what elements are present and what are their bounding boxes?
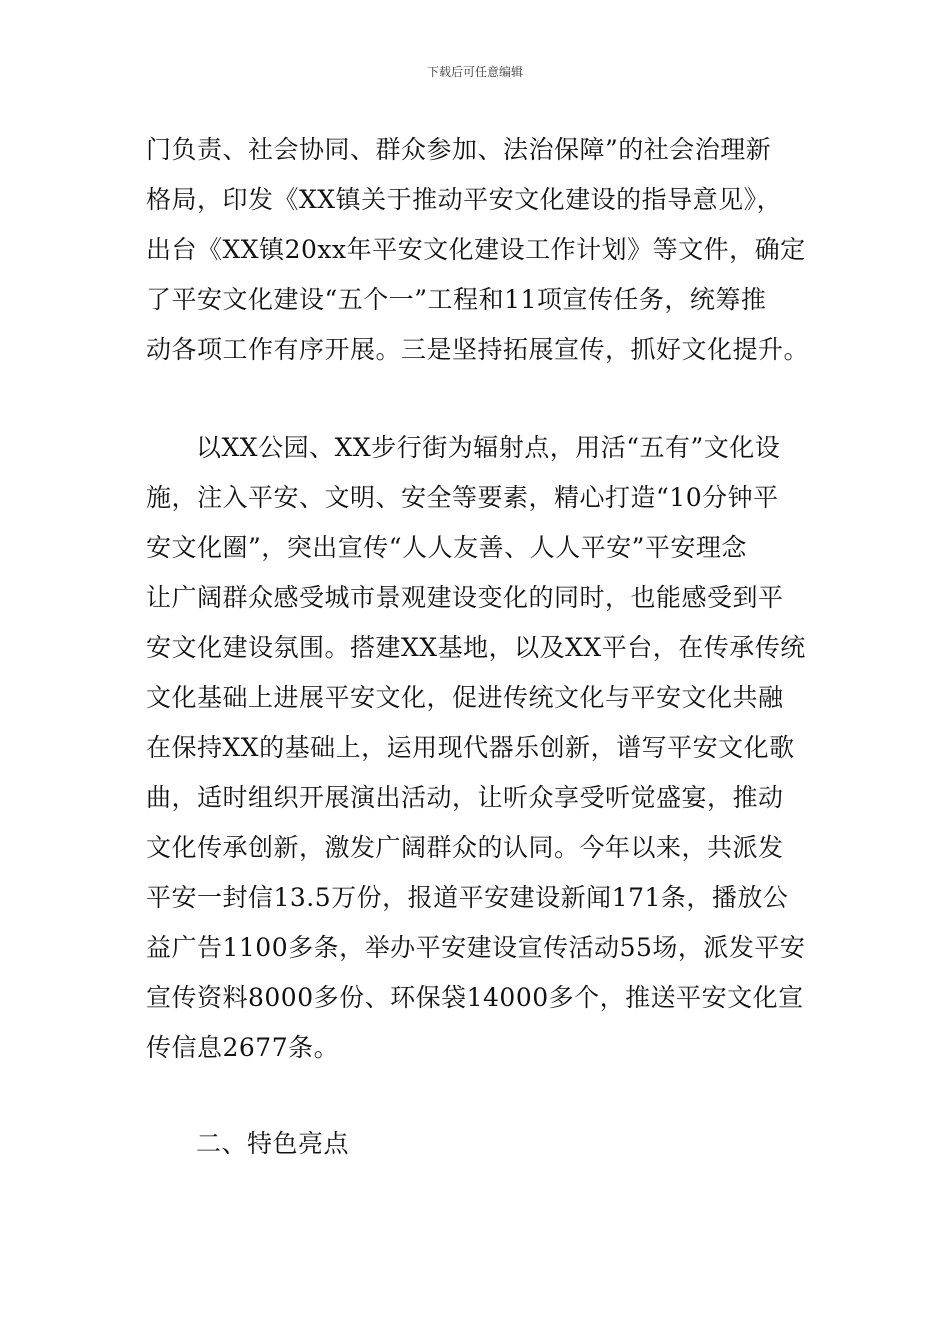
paragraph-line: 在保持XX的基础上，运用现代器乐创新，谱写平安文化歌	[146, 733, 795, 762]
paragraph-line: 文化传承创新，激发广阔群众的认同。今年以来，共派发	[146, 833, 784, 862]
paragraph-line: 益广告1100多条，举办平安建设宣传活动55场，派发平安	[146, 933, 806, 962]
paragraph-line: 平安一封信13.5万份，报道平安建设新闻171条，播放公	[146, 883, 789, 912]
paragraph-line: 安文化建设氛围。搭建XX基地，以及XX平台，在传承传统	[146, 633, 806, 662]
paragraph-line: 门负责、社会协同、群众参加、法治保障”的社会治理新	[146, 135, 772, 164]
paragraph-line: 以XX公园、XX步行街为辐射点，用活“五有”文化设	[196, 433, 781, 462]
page-header: 下载后可任意编辑	[426, 65, 523, 79]
paragraph-line: 宣传资料8000多份、环保袋14000多个，推送平安文化宣	[146, 983, 804, 1012]
paragraph-line: 了平安文化建设“五个一”工程和11项宣传任务，统筹推	[146, 285, 767, 314]
paragraph-line: 动各项工作有序开展。三是坚持拓展宣传，抓好文化提升。	[146, 335, 810, 364]
paragraph-line: 让广阔群众感受城市景观建设变化的同时，也能感受到平	[146, 583, 784, 612]
paragraph-line: 格局，印发《XX镇关于推动平安文化建设的指导意见》，	[146, 185, 783, 214]
paragraph-line: 曲，适时组织开展演出活动，让听众享受听觉盛宴，推动	[146, 783, 784, 812]
paragraph-line: 出台《XX镇20xx年平安文化建设工作计划》等文件，确定	[146, 235, 806, 264]
paragraph-line: 传信息2677条。	[146, 1033, 340, 1062]
paragraph-line: 施，注入平安、文明、安全等要素，精心打造“10分钟平	[146, 483, 779, 512]
paragraph-line: 文化基础上进展平安文化，促进传统文化与平安文化共融	[146, 683, 784, 712]
section-heading: 二、特色亮点	[196, 1129, 350, 1158]
paragraph-line: 安文化圈”，突出宣传“人人友善、人人平安”平安理念	[146, 533, 747, 562]
